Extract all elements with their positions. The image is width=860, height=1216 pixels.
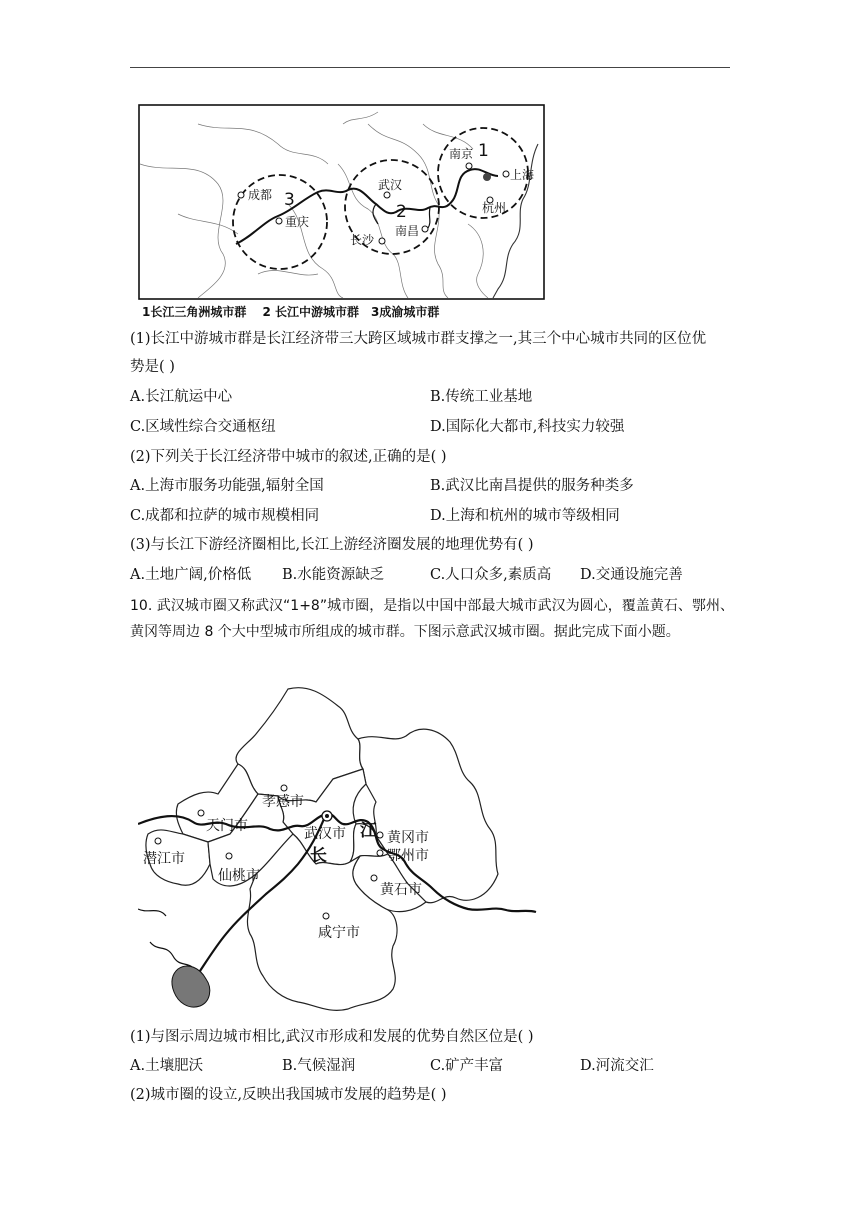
map1-circle-number-2: 2	[396, 202, 407, 222]
q10-sub1-stem: (1)与图示周边城市相比,武汉市形成和发展的优势自然区位是( )	[130, 1029, 534, 1045]
q9-sub3-option-b: B.水能资源缺乏	[282, 567, 385, 583]
map2-city-qianjiang: 潜江市	[143, 851, 185, 867]
map1-city-changsha: 长沙	[350, 233, 375, 247]
q9-sub1-option-b: B.传统工业基地	[430, 389, 533, 405]
q10-sub1-option-c: C.矿产丰富	[430, 1058, 504, 1074]
q9-sub2-option-b: B.武汉比南昌提供的服务种类多	[430, 478, 634, 494]
q9-sub1-option-a: A.长江航运中心	[130, 389, 233, 405]
map1-circle-number-3: 3	[284, 190, 295, 210]
map2-river-label-jiang: 江	[360, 821, 377, 841]
q9-sub2-option-d: D.上海和杭州的城市等级相同	[430, 508, 620, 524]
map2-city-ezhou: 鄂州市	[387, 848, 429, 864]
q9-sub3-option-d: D.交通设施完善	[580, 567, 683, 583]
map1-city-wuhan: 武汉	[378, 178, 403, 192]
map2-city-xiaogan: 孝感市	[262, 794, 304, 810]
q9-sub1-stem-line2: 势是( )	[130, 359, 175, 375]
q10-sub2-stem: (2)城市圈的设立,反映出我国城市发展的趋势是( )	[130, 1087, 447, 1103]
q9-sub1-option-d: D.国际化大都市,科技实力较强	[430, 419, 625, 435]
q10-sub1-option-a: A.土壤肥沃	[130, 1058, 204, 1074]
map1-circle-number-1: 1	[478, 141, 489, 161]
map2-city-tianmen: 天门市	[206, 818, 248, 834]
map2-river-label-chang: 长	[310, 846, 327, 866]
q9-sub1-stem-line1: (1)长江中游城市群是长江经济带三大跨区域城市群支撑之一,其三个中心城市共同的区位优	[130, 331, 707, 347]
map1-legend: 1长江三角洲城市群 2 长江中游城市群 3成渝城市群	[142, 305, 440, 319]
map1-city-chongqing: 重庆	[285, 215, 310, 229]
map2-city-xianning: 咸宁市	[318, 925, 360, 941]
q9-sub3-stem: (3)与长江下游经济圈相比,长江上游经济圈发展的地理优势有( )	[130, 537, 534, 553]
q9-sub3-option-a: A.土地广阔,价格低	[130, 567, 252, 583]
map2-city-huanggang: 黄冈市	[387, 830, 429, 846]
q10-sub1-option-d: D.河流交汇	[580, 1058, 654, 1074]
map1-city-shanghai: 上海	[510, 168, 535, 182]
q9-sub2-option-c: C.成都和拉萨的城市规模相同	[130, 508, 320, 524]
yangtze-city-clusters-map	[138, 104, 545, 322]
map2-city-huangshi: 黄石市	[380, 882, 422, 898]
q9-sub3-option-c: C.人口众多,素质高	[430, 567, 552, 583]
map1-city-nanjing: 南京	[449, 147, 474, 161]
map1-city-nanchang: 南昌	[395, 224, 420, 238]
wuhan-city-circle-map	[138, 684, 538, 1014]
map2-city-wuhan: 武汉市	[304, 826, 346, 842]
q9-sub1-option-c: C.区域性综合交通枢纽	[130, 419, 276, 435]
q9-sub2-stem: (2)下列关于长江经济带中城市的叙述,正确的是( )	[130, 449, 447, 465]
q9-sub2-option-a: A.上海市服务功能强,辐射全国	[130, 478, 324, 494]
map1-city-hangzhou: 杭州	[482, 201, 507, 215]
map1-city-chengdu: 成都	[248, 188, 273, 202]
header-rule	[130, 67, 730, 68]
map2-city-xiantao: 仙桃市	[218, 868, 260, 884]
q10-sub1-option-b: B.气候湿润	[282, 1058, 356, 1074]
q10-intro: 10. 武汉城市圈又称武汉“1+8”城市圈，是指以中国中部最大城市武汉为圆心，覆盖黄石、鄂州、黄冈等周边 8 个大中型城市所组成的城市群。下图示意武汉城市圈。据此完成下面小题。	[130, 598, 734, 640]
